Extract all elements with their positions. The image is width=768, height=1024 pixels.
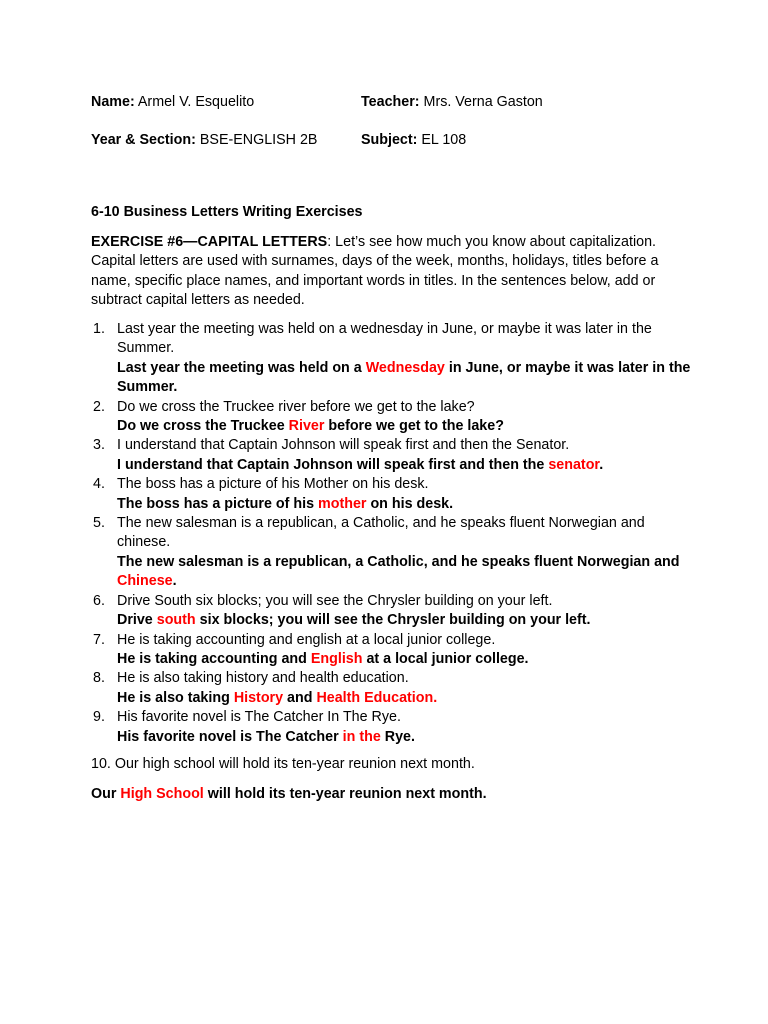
section-heading: 6-10 Business Letters Writing Exercises	[91, 204, 363, 220]
item-10-answer	[91, 785, 691, 804]
item-answer	[117, 359, 691, 398]
correction-text: English	[310, 650, 363, 667]
exercise-title-colon: :	[327, 234, 332, 250]
answer-text: Drive	[117, 612, 157, 629]
exercise-list	[91, 320, 691, 747]
answer-text: six blocks; you will see the Chrysler building on your left.	[195, 612, 591, 629]
item-answer	[117, 689, 691, 708]
item-answer	[117, 611, 691, 630]
answer-text: His favorite novel is The Catcher	[117, 728, 343, 745]
item-answer	[117, 456, 691, 475]
answer-text: before we get to the lake?	[324, 418, 504, 435]
answer-text: .	[599, 456, 604, 473]
exercise-title: EXERCISE #6—CAPITAL LETTERS	[91, 234, 328, 250]
item-number: 4.	[93, 476, 105, 493]
answer-text: He is also taking	[117, 689, 234, 706]
subject-label: Subject:	[361, 132, 418, 148]
item-question: Last year the meeting was held on a wednesday in June, or maybe it was later in the Summer.	[117, 321, 652, 357]
year-label: Year & Section:	[91, 132, 196, 148]
answer-text: on his desk.	[366, 495, 454, 512]
answer-text: at a local junior college.	[362, 650, 529, 667]
item-answer	[117, 728, 691, 747]
name-label: Name:	[91, 94, 135, 110]
item-question: I understand that Captain Johnson will speak first and then the Senator.	[117, 437, 570, 454]
item-number: 1.	[93, 321, 105, 337]
item-question: He is taking accounting and english at a local junior college.	[117, 631, 496, 648]
item-number: 6.	[93, 592, 105, 609]
name-value: Armel V. Esquelito	[137, 94, 255, 110]
correction-text: High School	[120, 786, 204, 802]
correction-text: History	[233, 689, 284, 706]
item-question: The new salesman is a republican, a Catholic, and he speaks fluent Norwegian and chinese.	[117, 515, 645, 551]
item-answer	[117, 417, 691, 436]
answer-text: He is taking accounting and	[117, 650, 311, 667]
teacher-label: Teacher:	[361, 94, 420, 110]
list-item	[91, 398, 691, 437]
list-item	[91, 592, 691, 631]
name-field	[91, 94, 254, 110]
correction-text: in the	[342, 728, 381, 745]
exercise-instructions: Let’s see how much you know about capitalization. Capital letters are used with surnames, days of the week, months, holidays, titles before a name, specific place names, and important words in titles. In the sentences below, add or subtract capital letters as needed.	[91, 234, 659, 309]
list-item	[91, 669, 691, 708]
teacher-field	[361, 93, 543, 112]
item-number: 8.	[93, 670, 105, 687]
list-item	[91, 475, 691, 514]
item-question: Drive South six blocks; you will see the Chrysler building on your left.	[117, 592, 553, 609]
list-item	[91, 514, 691, 592]
answer-text: and	[283, 689, 317, 706]
header-row-1	[91, 93, 691, 113]
item-answer	[117, 553, 691, 592]
list-item	[91, 708, 691, 747]
correction-text: Chinese	[117, 573, 173, 590]
answer-text: .	[172, 573, 177, 590]
correction-text: River	[288, 418, 325, 435]
answer-text: The new salesman is a republican, a Catholic, and he speaks fluent Norwegian and	[117, 553, 680, 570]
item-question: Do we cross the Truckee river before we get to the lake?	[117, 398, 475, 415]
answer-text: Our	[91, 786, 121, 802]
item-number: 7.	[93, 631, 105, 648]
correction-text: south	[156, 612, 196, 629]
header-row-2	[91, 131, 691, 151]
teacher-value: Mrs. Verna Gaston	[423, 94, 543, 110]
item-number: 2.	[93, 398, 105, 415]
list-item	[91, 436, 691, 475]
answer-text: Last year the meeting was held on a	[117, 359, 366, 376]
correction-text: Health Education.	[316, 689, 438, 706]
year-field	[91, 132, 317, 148]
answer-text: will hold its ten-year reunion next month.	[203, 786, 487, 802]
answer-text: in June, or maybe it was later in the Summer.	[117, 359, 691, 396]
list-item	[91, 631, 691, 670]
item-question: His favorite novel is The Catcher In The Rye.	[117, 709, 401, 726]
item-10-question: 10. Our high school will hold its ten-year reunion next month.	[91, 756, 475, 772]
item-number: 5.	[93, 515, 105, 532]
item-answer	[117, 495, 691, 514]
correction-text: Wednesday	[365, 359, 445, 376]
item-question: The boss has a picture of his Mother on his desk.	[117, 476, 429, 493]
answer-text: Do we cross the Truckee	[117, 418, 289, 435]
item-number: 3.	[93, 437, 105, 454]
year-value: BSE-ENGLISH 2B	[199, 132, 318, 148]
list-item	[91, 320, 691, 398]
item-question: He is also taking history and health education.	[117, 670, 409, 687]
item-number: 9.	[93, 709, 105, 726]
subject-field	[361, 131, 466, 150]
answer-text: The boss has a picture of his	[117, 495, 318, 512]
exercise-intro	[91, 233, 691, 311]
answer-text: I understand that Captain Johnson will speak first and then the	[117, 456, 549, 473]
item-answer	[117, 650, 691, 669]
correction-text: mother	[318, 495, 367, 512]
correction-text: senator	[548, 456, 600, 473]
answer-text: Rye.	[380, 728, 415, 745]
subject-value: EL 108	[421, 132, 467, 148]
